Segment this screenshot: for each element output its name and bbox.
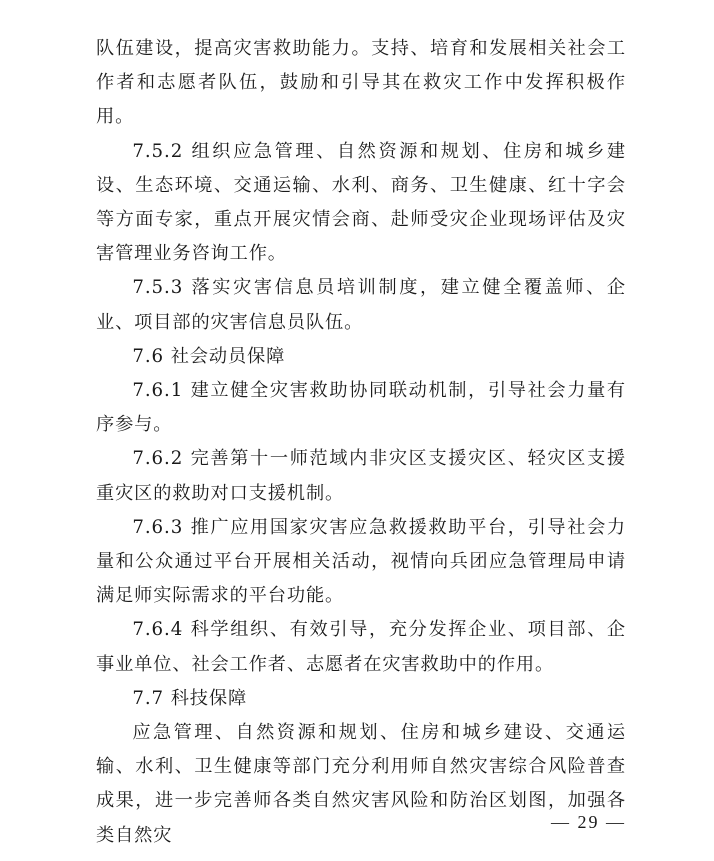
paragraph-7-5-2: 7.5.2 组织应急管理、自然资源和规划、住房和城乡建设、生态环境、交通运输、水利、商务、卫生健康、红十字会等方面专家，重点开展灾情会商、赴师受灾企业现场评估及灾害管理业务咨询工作。 xyxy=(96,140,626,265)
section-heading-7-7: 7.7 科技保障 xyxy=(132,687,248,709)
paragraph-7-5-3: 7.5.3 落实灾害信息员培训制度，建立健全覆盖师、企业、项目部的灾害信息员队伍。 xyxy=(96,277,626,333)
page-number: — 29 — xyxy=(551,812,626,832)
paragraph-7-6-1: 7.6.1 建立健全灾害救助协同联动机制，引导社会力量有序参与。 xyxy=(96,380,626,436)
paragraph-tech-support: 应急管理、自然资源和规划、住房和城乡建设、交通运输、水利、卫生健康等部门充分利用师自然灾害综合风险普查成果，进一步完善师各类自然灾害风险和防治区划图，加强各类自然灾 xyxy=(96,722,626,846)
section-heading-7-6: 7.6 社会动员保障 xyxy=(132,345,286,367)
paragraph-continuation: 队伍建设，提高灾害救助能力。支持、培育和发展相关社会工作者和志愿者队伍，鼓励和引导其在救灾工作中发挥积极作用。 xyxy=(96,38,626,128)
body-text xyxy=(96,32,626,853)
paragraph-7-6-2: 7.6.2 完善第十一师范域内非灾区支援灾区、轻灾区支援重灾区的救助对口支援机制。 xyxy=(96,448,626,504)
paragraph-7-6-4: 7.6.4 科学组织、有效引导，充分发挥企业、项目部、企事业单位、社会工作者、志愿者在灾害救助中的作用。 xyxy=(96,619,626,675)
paragraph-7-6-3: 7.6.3 推广应用国家灾害应急救援救助平台，引导社会力量和公众通过平台开展相关活动，视情向兵团应急管理局申请满足师实际需求的平台功能。 xyxy=(96,516,626,607)
